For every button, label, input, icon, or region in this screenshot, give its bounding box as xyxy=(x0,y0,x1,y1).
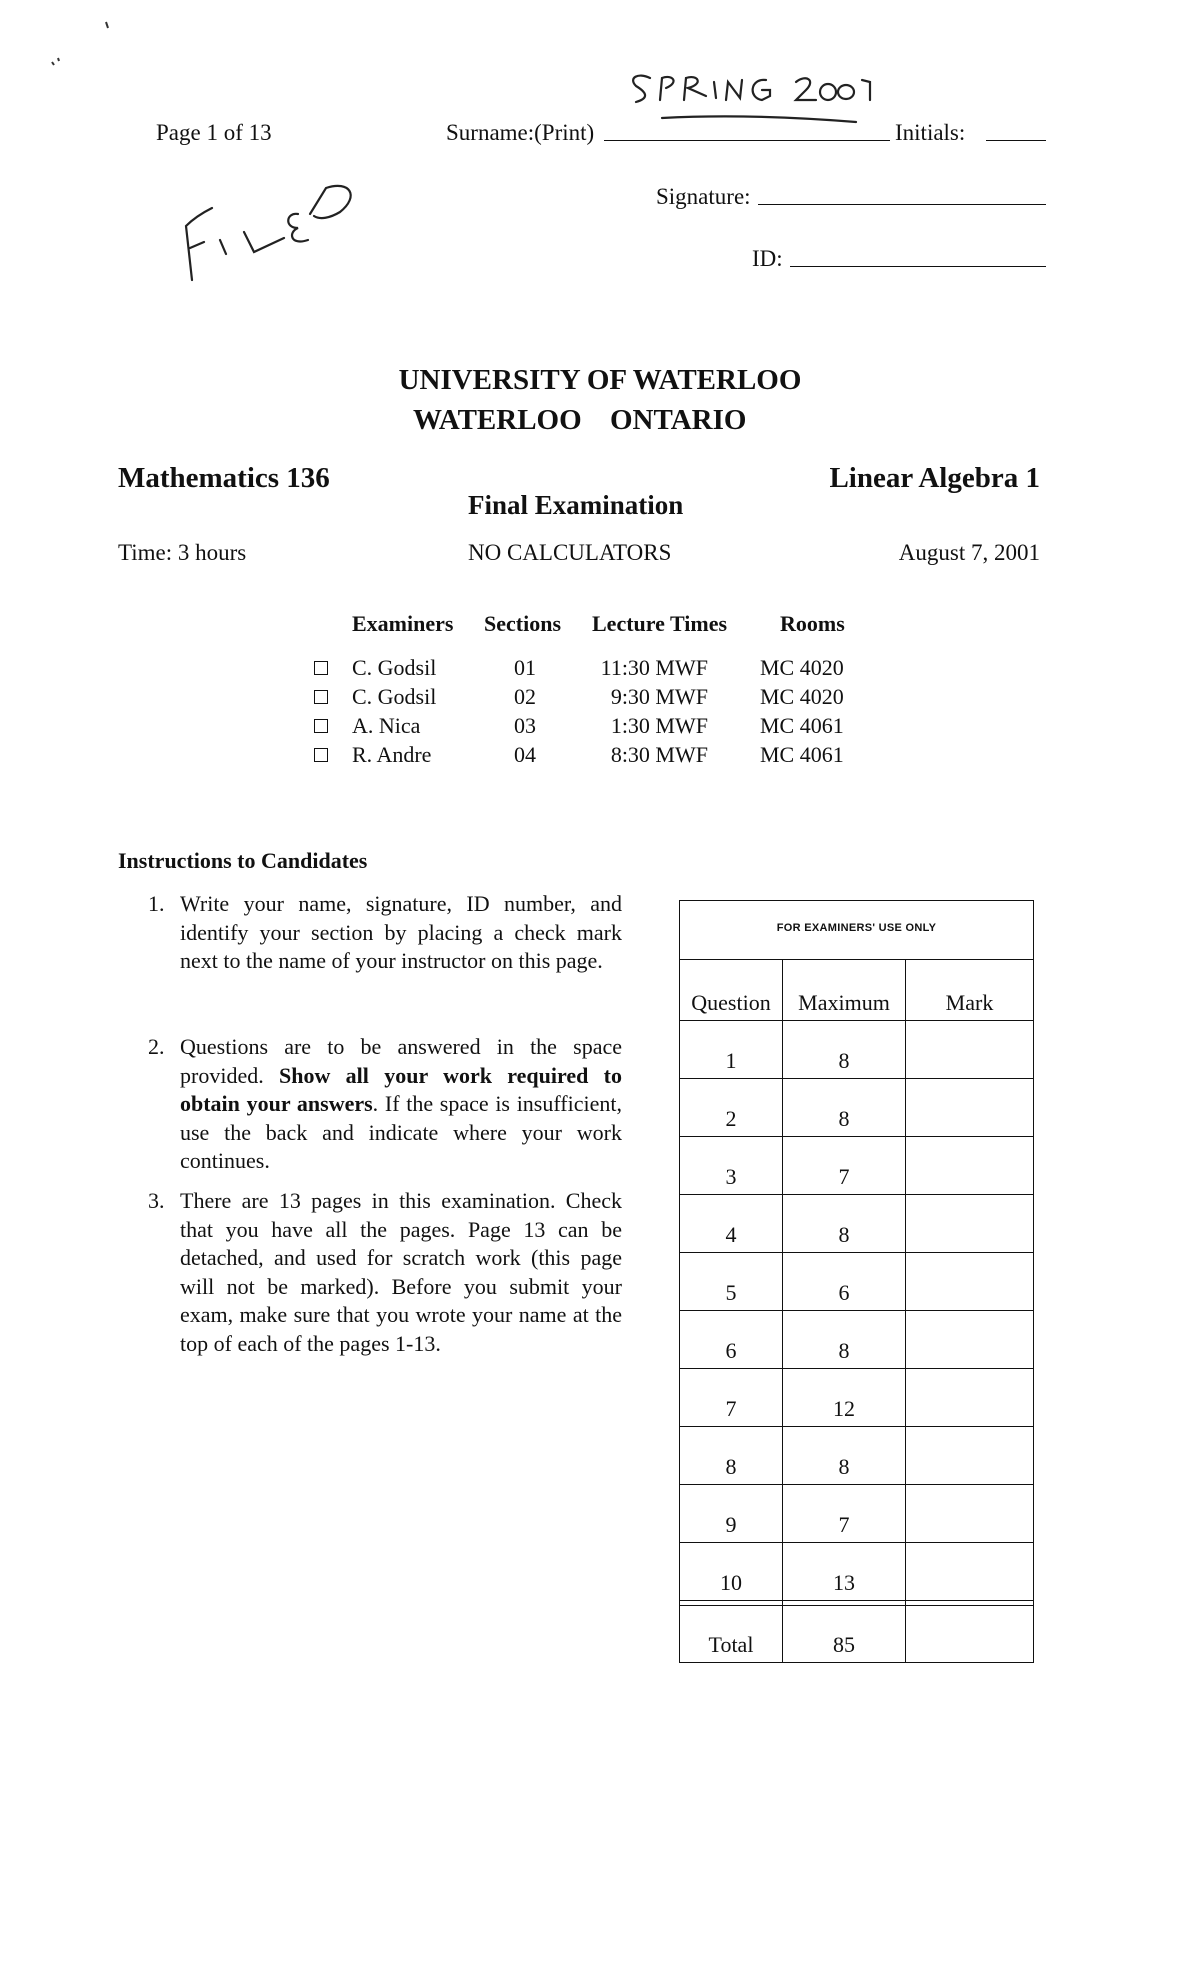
question-maximum: 6 xyxy=(783,1253,906,1311)
table-row xyxy=(680,1137,1034,1195)
exam-duration: Time: 3 hours xyxy=(118,540,247,565)
city: WATERLOO xyxy=(413,404,582,436)
lecture-time: 9:30 MWF xyxy=(610,684,708,709)
instruction-number: 2. xyxy=(148,1034,165,1059)
surname-field[interactable] xyxy=(604,140,890,141)
question-number: 8 xyxy=(680,1427,783,1485)
mark-cell[interactable] xyxy=(906,1485,1034,1543)
room: MC 4020 xyxy=(760,684,844,709)
mark-cell[interactable] xyxy=(906,1195,1034,1253)
table-row xyxy=(680,1311,1034,1369)
question-number: 3 xyxy=(680,1137,783,1195)
table-row xyxy=(680,1369,1034,1427)
province: ONTARIO xyxy=(610,404,747,436)
col-header-question: Question xyxy=(680,960,783,1021)
lecture-time: 8:30 MWF xyxy=(610,742,708,767)
section-number: 03 xyxy=(514,713,536,738)
question-number: 9 xyxy=(680,1485,783,1543)
course-name: Linear Algebra 1 xyxy=(829,462,1040,494)
instruction-number: 1. xyxy=(148,891,165,916)
room: MC 4061 xyxy=(760,713,844,738)
university-name: UNIVERSITY OF WATERLOO xyxy=(398,364,802,396)
col-header-examiners: Examiners xyxy=(352,611,454,636)
question-maximum: 8 xyxy=(783,1311,906,1369)
mark-cell[interactable] xyxy=(906,1427,1034,1485)
question-number: 1 xyxy=(680,1021,783,1079)
instruction-text: Questions are to be answered in the space provided. Show all your work required to obtain your answers. If the space is insufficient, use the back and indicate where your work continues. xyxy=(180,1034,623,1173)
question-number: 10 xyxy=(680,1543,783,1601)
question-maximum: 12 xyxy=(783,1369,906,1427)
handwritten-term-note xyxy=(626,70,876,140)
handwritten-filed-note xyxy=(180,172,380,297)
table-row xyxy=(680,1485,1034,1543)
mark-cell[interactable] xyxy=(906,1079,1034,1137)
question-number: 4 xyxy=(680,1195,783,1253)
col-header-maximum: Maximum xyxy=(783,960,906,1021)
page-number: Page 1 of 13 xyxy=(156,120,272,145)
question-maximum: 7 xyxy=(783,1485,906,1543)
col-header-rooms: Rooms xyxy=(780,611,845,636)
mark-cell[interactable] xyxy=(906,1543,1034,1601)
question-number: 6 xyxy=(680,1311,783,1369)
examiner-name: C. Godsil xyxy=(352,655,437,680)
marks-table-header: FOR EXAMINERS' USE ONLY xyxy=(680,901,1034,960)
course-number: Mathematics 136 xyxy=(118,462,330,494)
section-number: 04 xyxy=(514,742,536,767)
mark-cell[interactable] xyxy=(906,1369,1034,1427)
question-number: 2 xyxy=(680,1079,783,1137)
total-maximum: 85 xyxy=(783,1606,906,1663)
id-field[interactable] xyxy=(790,266,1046,267)
section-checkbox[interactable] xyxy=(314,690,328,704)
initials-label: Initials: xyxy=(895,120,966,145)
surname-label: Surname:(Print) xyxy=(446,120,595,145)
examiners-marks-table xyxy=(679,900,1034,1663)
examiner-name: C. Godsil xyxy=(352,684,437,709)
signature-label: Signature: xyxy=(656,184,751,209)
instruction-text: There are 13 pages in this examination. Check that you have all the pages. Page 13 can be detached, and used for scratch work (this page will not be marked). Before you submit your exam, make sure that you wrote your name at the top of each of the pages 1-13. xyxy=(180,1188,622,1356)
exam-title: Final Examination xyxy=(468,490,684,520)
table-row xyxy=(680,1195,1034,1253)
lecture-time: 11:30 MWF xyxy=(600,655,708,680)
section-checkbox[interactable] xyxy=(314,661,328,675)
signature-field[interactable] xyxy=(758,204,1046,205)
instruction-text: Write your name, signature, ID number, and identify your section by placing a check mark next to the name of your instructor on this page. xyxy=(180,891,622,973)
question-maximum: 7 xyxy=(783,1137,906,1195)
section-checkbox[interactable] xyxy=(314,719,328,733)
section-number: 02 xyxy=(514,684,536,709)
exam-date: August 7, 2001 xyxy=(898,540,1040,565)
question-number: 5 xyxy=(680,1253,783,1311)
room: MC 4061 xyxy=(760,742,844,767)
mark-cell[interactable] xyxy=(906,1253,1034,1311)
mark-cell[interactable] xyxy=(906,1311,1034,1369)
room: MC 4020 xyxy=(760,655,844,680)
question-maximum: 8 xyxy=(783,1195,906,1253)
col-header-sections: Sections xyxy=(484,611,561,636)
table-row xyxy=(680,1543,1034,1601)
total-row xyxy=(680,1606,1034,1663)
initials-field[interactable] xyxy=(986,140,1046,141)
mark-cell[interactable] xyxy=(906,1021,1034,1079)
question-maximum: 13 xyxy=(783,1543,906,1601)
question-maximum: 8 xyxy=(783,1079,906,1137)
examiner-name: R. Andre xyxy=(352,742,432,767)
col-header-lecture-times: Lecture Times xyxy=(592,611,728,636)
question-number: 7 xyxy=(680,1369,783,1427)
stray-marks xyxy=(40,20,80,85)
instructions-title: Instructions to Candidates xyxy=(118,848,368,873)
calculator-policy: NO CALCULATORS xyxy=(468,540,672,565)
mark-cell[interactable] xyxy=(906,1137,1034,1195)
question-maximum: 8 xyxy=(783,1427,906,1485)
examiner-name: A. Nica xyxy=(352,713,421,738)
instruction-number: 3. xyxy=(148,1188,165,1213)
total-label: Total xyxy=(680,1606,783,1663)
table-row xyxy=(680,1079,1034,1137)
section-number: 01 xyxy=(514,655,536,680)
lecture-time: 1:30 MWF xyxy=(610,713,708,738)
section-checkbox[interactable] xyxy=(314,748,328,762)
question-maximum: 8 xyxy=(783,1021,906,1079)
table-row xyxy=(680,1253,1034,1311)
id-label: ID: xyxy=(752,246,783,271)
col-header-mark: Mark xyxy=(906,960,1034,1021)
total-mark-cell[interactable] xyxy=(906,1606,1034,1663)
table-row xyxy=(680,1427,1034,1485)
table-row xyxy=(680,1021,1034,1079)
